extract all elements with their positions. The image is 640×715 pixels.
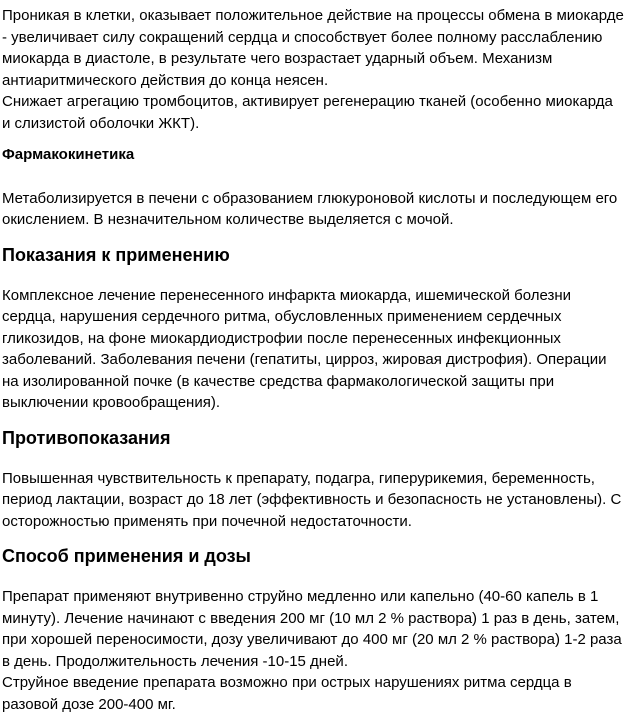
paragraph-pharmacokinetics: Метаболизируется в печени с образованием глюкуроновой кислоты и последующем его окислением. В незначительном количестве выделяется с мочой. — [2, 189, 618, 228]
paragraph-pharmacodynamics-action: Проникая в клетки, оказывает положительное действие на процессы обмена в миокарде - увеличивает силу сокращений сердца и способствует более полному расслаблению миокарда в диастоле, в результате чего возрастает ударный объем. Механизм антиаритмического действия до конца неясен. — [2, 7, 624, 89]
paragraph-contraindications: Повышенная чувствительность к препарату, подагра, гиперурикемия, беременность, период лактации, возраст до 18 лет (эффективность и безопасность не установлены). С осторожностью применять при почечной недостаточности. — [2, 469, 622, 530]
paragraph-dosage-regimen: Препарат применяют внутривенно струйно медленно или капельно (40-60 капель в 1 минуту). Лечение начинают с введения 200 мг (10 мл 2 % раствора) 1 раз в день, затем, при хорошей переносимости, дозу увеличивают до 400 мг (20 мл 2 % раствора) 1-2 раза в день. Продолжительность лечения -10-15 дней. — [2, 588, 622, 670]
heading-pharmacokinetics: Фармакокинетика — [2, 146, 135, 163]
paragraph-pharmacodynamics-aggregation: Снижает агрегацию тромбоцитов, активирует регенерацию тканей (особенно миокарда и слизистой оболочки ЖКТ). — [2, 93, 613, 132]
paragraph-indications: Комплексное лечение перенесенного инфаркта миокарда, ишемической болезни сердца, нарушения сердечного ритма, обусловленных применением сердечных гликозидов, на фоне миокардиодистрофии после перенесенных инфекционных заболеваний. Заболевания печени (гепатиты, цирроз, жировая дистрофия). Операции на изолированной почке (в качестве средства фармакологической защиты при выключении кровообращения). — [2, 286, 607, 411]
paragraph-dosage-bolus: Струйное введение препарата возможно при острых нарушениях ритма сердца в разовой дозе 200-400 мг. — [2, 674, 572, 713]
heading-indications: Показания к применению — [2, 244, 230, 265]
heading-contraindications: Противопоказания — [2, 427, 171, 448]
heading-dosage: Способ применения и дозы — [2, 546, 251, 566]
